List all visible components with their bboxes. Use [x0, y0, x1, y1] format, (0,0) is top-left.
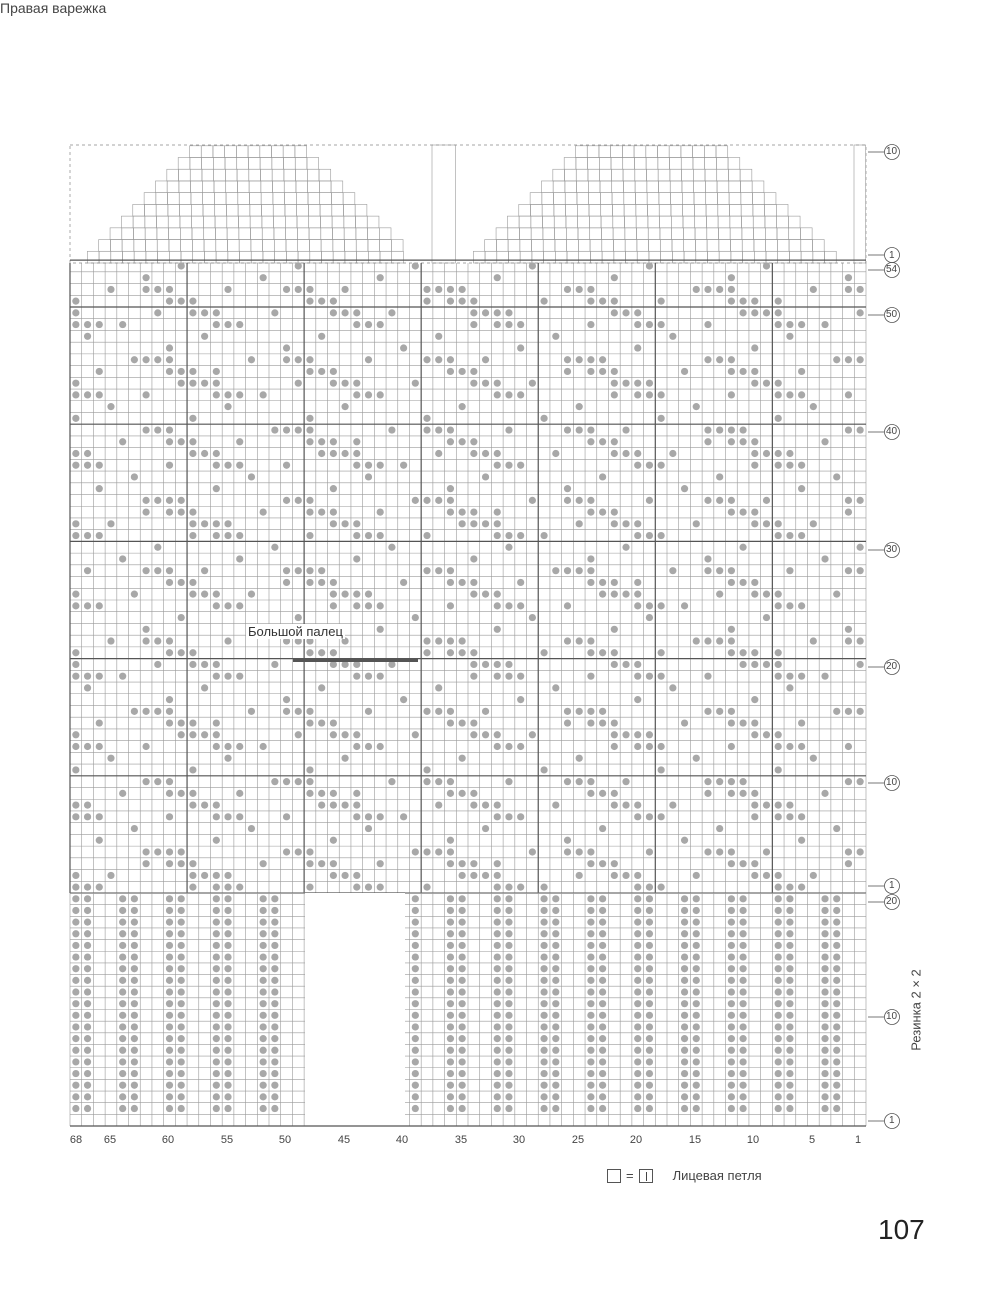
legend — [607, 1168, 762, 1183]
top-column-left — [432, 145, 455, 263]
thumb-line — [293, 659, 418, 662]
row-marker-circles — [868, 145, 900, 1129]
hand-grid — [70, 260, 866, 893]
top-shaping-right — [473, 146, 836, 263]
legend-equals: = — [626, 1168, 634, 1183]
thumb-gap — [305, 893, 405, 1126]
top-dashed-outline — [70, 145, 866, 263]
thumb-label: Большой палец — [248, 624, 343, 639]
page-number: 107 — [878, 1214, 925, 1245]
top-column-right — [854, 145, 866, 263]
chart-title: Правая варежка — [0, 0, 107, 16]
row-marker-30: 30 — [886, 544, 898, 555]
row-marker-54: 54 — [886, 264, 898, 275]
rib-label: Резинка 2 × 2 — [908, 969, 924, 1051]
rib-grid — [70, 893, 866, 1126]
legend-text: Лицевая петля — [672, 1168, 762, 1183]
col-label-65: 65 — [103, 1134, 117, 1146]
col-label-15: 15 — [688, 1134, 702, 1146]
col-label-5: 5 — [808, 1134, 816, 1146]
row-marker-top-1: 1 — [889, 250, 895, 261]
col-label-68: 68 — [69, 1134, 83, 1146]
col-label-60: 60 — [161, 1134, 175, 1146]
row-marker-40: 40 — [886, 426, 898, 437]
row-marker-50: 50 — [886, 309, 898, 320]
legend-knit-stitch-icon — [639, 1169, 653, 1183]
col-label-55: 55 — [220, 1134, 234, 1146]
rib-marker-20: 20 — [886, 896, 898, 907]
col-label-50: 50 — [278, 1134, 292, 1146]
col-label-1: 1 — [854, 1134, 862, 1146]
row-marker-top-10: 10 — [886, 146, 898, 157]
row-marker-20: 20 — [886, 661, 898, 672]
col-label-35: 35 — [454, 1134, 468, 1146]
row-marker-10: 10 — [886, 777, 898, 788]
col-label-20: 20 — [629, 1134, 643, 1146]
top-shaping-left — [87, 146, 403, 263]
legend-empty-square-icon — [607, 1169, 621, 1183]
rib-marker-1: 1 — [889, 1115, 895, 1126]
col-label-25: 25 — [571, 1134, 585, 1146]
rib-marker-10: 10 — [886, 1011, 898, 1022]
col-label-45: 45 — [337, 1134, 351, 1146]
row-marker-1: 1 — [889, 880, 895, 891]
col-label-30: 30 — [512, 1134, 526, 1146]
col-label-40: 40 — [395, 1134, 409, 1146]
col-label-10: 10 — [746, 1134, 760, 1146]
